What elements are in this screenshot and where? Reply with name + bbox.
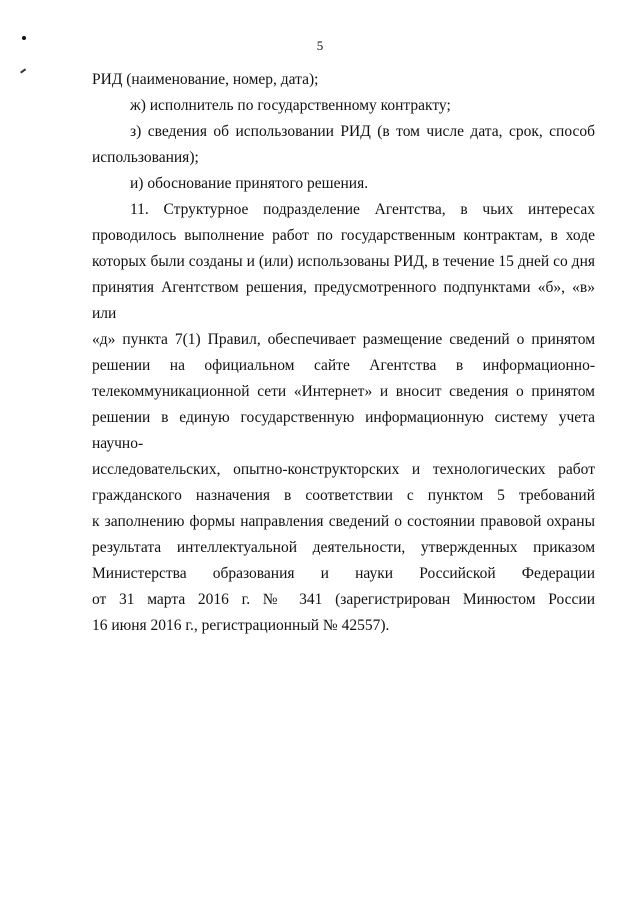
page-number: 5 [316, 38, 324, 53]
paragraph-11 [92, 197, 595, 639]
list-item-zh [92, 93, 595, 119]
text-line: телекоммуникационной сети «Интернет» и вносит сведения о принятом [92, 383, 595, 400]
text-line: к заполнению формы направления сведений о состоянии правовой охраны [92, 513, 595, 530]
text-line: ж) исполнитель по государственному контракту; [130, 97, 451, 114]
text-line: «д» пункта 7(1) Правил, обеспечивает размещение сведений о принятом [92, 331, 595, 348]
text-line: 16 июня 2016 г., регистрационный № 42557). [92, 617, 390, 634]
text-line: и) обоснование принятого решения. [130, 175, 369, 192]
text-line: принятия Агентством решения, предусмотренного подпунктами «б», «в» или [92, 279, 595, 322]
text-line: от 31 марта 2016 г. № 341 (зарегистрирован Минюстом России [92, 591, 595, 608]
text-line: решении на официальном сайте Агентства в информационно- [92, 357, 595, 374]
text-line: з) сведения об использовании РИД (в том числе дата, срок, способ [130, 123, 595, 140]
list-item-i [92, 171, 595, 197]
text-line: 11. Структурное подразделение Агентства, в чьих интересах [130, 201, 595, 218]
text-line: РИД (наименование, номер, дата); [92, 71, 319, 88]
document-body [92, 67, 595, 639]
text-line: Министерства образования и науки Российской Федерации [92, 565, 595, 582]
list-item-continuation [92, 67, 595, 93]
text-line: которых были созданы и (или) использованы РИД, в течение 15 дней со дня [92, 253, 595, 270]
text-line: гражданского назначения в соответствии с пунктом 5 требований [92, 487, 595, 504]
text-line: использования); [92, 149, 199, 166]
text-line: исследовательских, опытно-конструкторских и технологических работ [92, 461, 595, 478]
list-item-z [92, 119, 595, 171]
text-line: проводилось выполнение работ по государственным контрактам, в ходе [92, 227, 595, 244]
text-line: решении в единую государственную информационную систему учета научно- [92, 409, 595, 452]
scan-artifact-mark [20, 68, 26, 73]
text-line: результата интеллектуальной деятельности, утвержденных приказом [92, 539, 595, 556]
